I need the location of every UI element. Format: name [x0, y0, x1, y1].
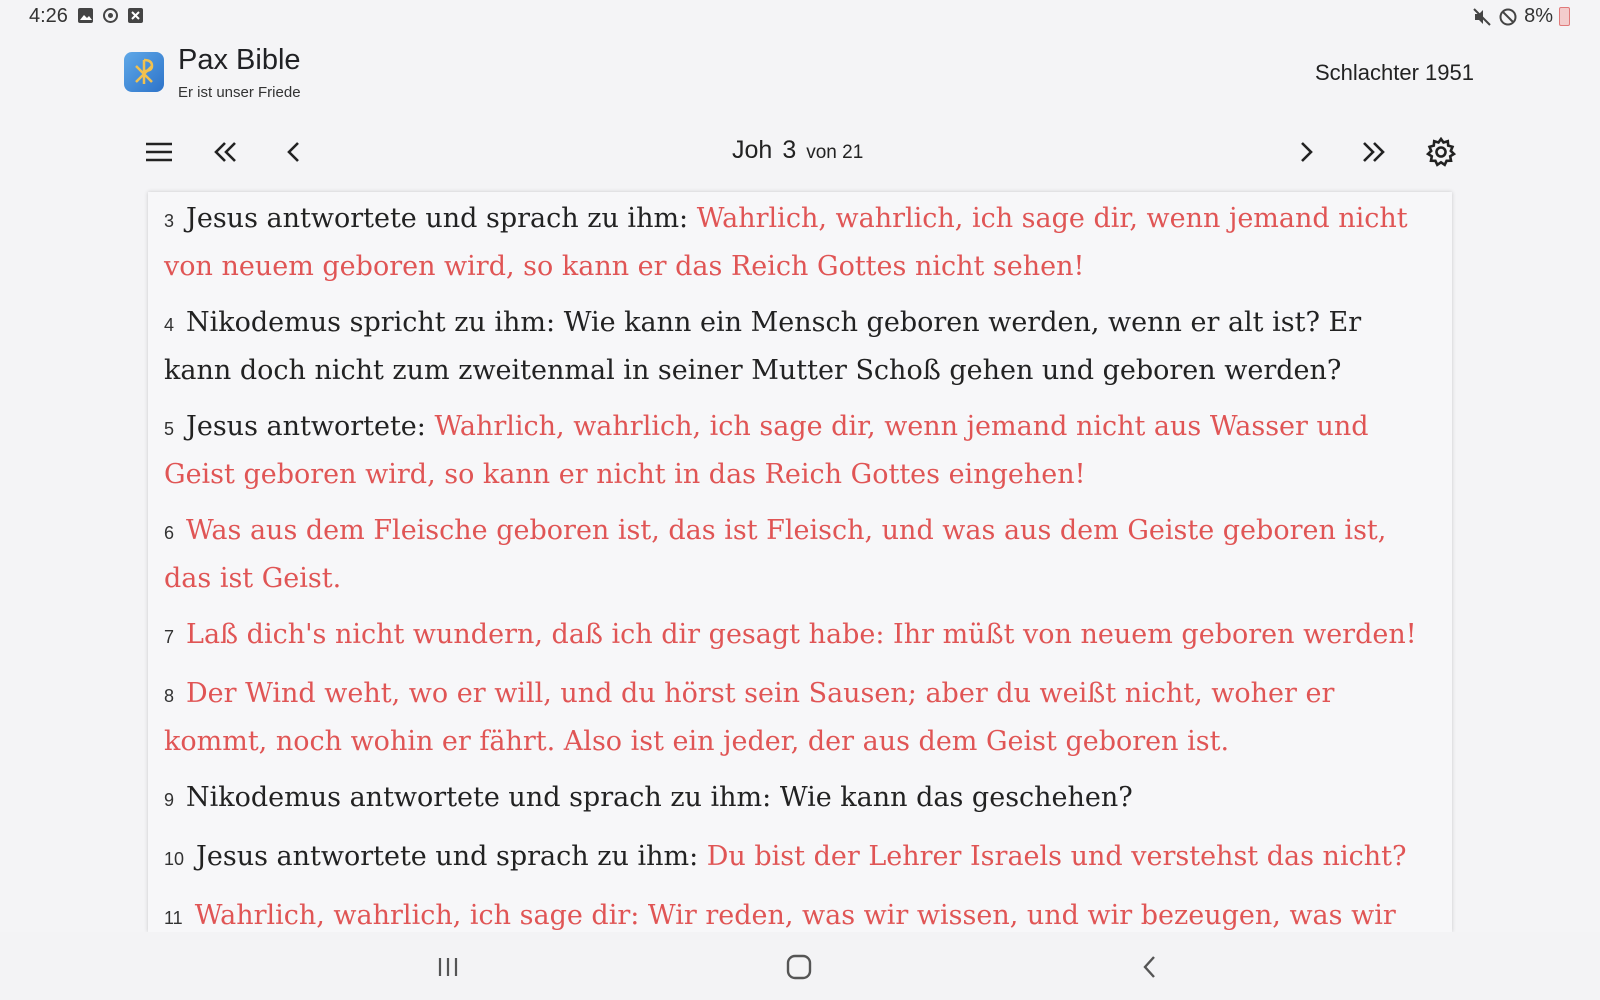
book-name[interactable]: Joh — [732, 136, 773, 164]
system-navigation-bar — [0, 932, 1600, 1000]
bible-text-panel[interactable] — [148, 192, 1452, 932]
verse-4[interactable] — [164, 300, 1436, 393]
do-not-disturb-icon — [1498, 7, 1518, 27]
verse-text: Nikodemus antwortete und sprach zu ihm: Wie kann das geschehen? — [186, 782, 1133, 813]
verse-text: Jesus antwortete: — [186, 411, 435, 442]
verse-words-of-jesus: Was aus dem Fleische geboren ist, das ist Fleisch, und was aus dem Geiste geboren ist, das ist Geist. — [164, 515, 1387, 594]
previous-book-button[interactable] — [208, 134, 244, 170]
gear-icon — [1426, 137, 1456, 167]
app-logo — [124, 52, 164, 92]
chevron-right-icon — [1298, 141, 1314, 163]
verse-words-of-jesus: Wahrlich, wahrlich, ich sage dir, wenn jemand nicht von neuem geboren wird, so kann er das Reich Gottes nicht sehen! — [164, 203, 1408, 282]
app-header — [0, 34, 1600, 112]
verse-words-of-jesus: Laß dich's nicht wundern, daß ich dir gesagt habe: Ihr müßt von neuem geboren werden! — [186, 619, 1417, 650]
battery-percent: 8% — [1524, 5, 1553, 27]
verse-6[interactable] — [164, 508, 1436, 601]
verse-number: 8 — [164, 686, 175, 706]
verse-number: 3 — [164, 211, 175, 231]
sync-notification-icon — [102, 7, 119, 24]
verse-number: 5 — [164, 419, 175, 439]
chapter-number[interactable]: 3 — [782, 136, 797, 164]
recent-apps-button[interactable] — [431, 950, 465, 984]
previous-chapter-button[interactable] — [276, 134, 312, 170]
verse-5[interactable] — [164, 404, 1436, 497]
status-time: 4:26 — [29, 5, 68, 27]
verse-number: 4 — [164, 315, 175, 335]
status-bar — [0, 0, 1600, 34]
chevron-left-icon — [286, 141, 302, 163]
recent-apps-icon — [436, 956, 460, 978]
verse-text: Jesus antwortete und sprach zu ihm: — [196, 841, 707, 872]
back-button[interactable] — [1133, 950, 1167, 984]
verse-words-of-jesus: Wahrlich, wahrlich, ich sage dir, wenn jemand nicht aus Wasser und Geist geboren wird, so kann er nicht in das Reich Gottes eingehen! — [164, 411, 1369, 490]
back-icon — [1142, 955, 1158, 979]
verse-text: Jesus antwortete und sprach zu ihm: — [186, 203, 697, 234]
verse-number: 6 — [164, 523, 175, 543]
settings-button[interactable] — [1423, 134, 1459, 170]
chapter-total: von 21 — [806, 142, 864, 163]
verse-8[interactable] — [164, 671, 1436, 764]
verse-words-of-jesus: Der Wind weht, wo er will, und du hörst sein Sausen; aber du weißt nicht, woher er kommt, noch wohin er fährt. Also ist ein jeder, der aus dem Geist geboren ist. — [164, 678, 1335, 757]
verse-list[interactable] — [148, 192, 1452, 932]
notification-icons — [77, 7, 144, 24]
verse-number: 9 — [164, 790, 175, 810]
home-icon — [786, 954, 812, 980]
verse-3[interactable] — [164, 196, 1436, 289]
navigation-toolbar — [0, 120, 1600, 184]
verse-number: 11 — [164, 908, 183, 928]
verse-number: 7 — [164, 627, 175, 647]
system-status — [1472, 5, 1570, 28]
double-chevron-left-icon — [213, 141, 239, 163]
verse-9[interactable] — [164, 775, 1436, 823]
chapter-indicator[interactable] — [732, 136, 863, 165]
verse-11[interactable] — [164, 893, 1436, 932]
next-book-button[interactable] — [1355, 134, 1391, 170]
gallery-notification-icon — [77, 7, 94, 24]
battery-icon — [1559, 7, 1570, 26]
hamburger-menu-icon — [145, 141, 173, 163]
home-button[interactable] — [782, 950, 816, 984]
app-title: Pax Bible — [178, 44, 301, 76]
double-chevron-right-icon — [1360, 141, 1386, 163]
next-chapter-button[interactable] — [1288, 134, 1324, 170]
verse-number: 10 — [164, 849, 185, 869]
verse-text: Nikodemus spricht zu ihm: Wie kann ein Mensch geboren werden, wenn er alt ist? Er kann doch nicht zum zweitenmal in seiner Mutter Schoß gehen und geboren werden? — [164, 307, 1362, 386]
verse-10[interactable] — [164, 834, 1436, 882]
translation-selector[interactable]: Schlachter 1951 — [1315, 60, 1474, 85]
app-subtitle: Er ist unser Friede — [178, 84, 301, 101]
app-notification-icon — [127, 7, 144, 24]
verse-7[interactable] — [164, 612, 1436, 660]
mute-icon — [1472, 7, 1492, 27]
verse-words-of-jesus: Du bist der Lehrer Israels und verstehst das nicht? — [706, 841, 1407, 872]
verse-words-of-jesus: Wahrlich, wahrlich, ich sage dir: Wir reden, was wir wissen, und wir bezeugen, was wir — [194, 900, 1396, 931]
menu-button[interactable] — [141, 134, 177, 170]
